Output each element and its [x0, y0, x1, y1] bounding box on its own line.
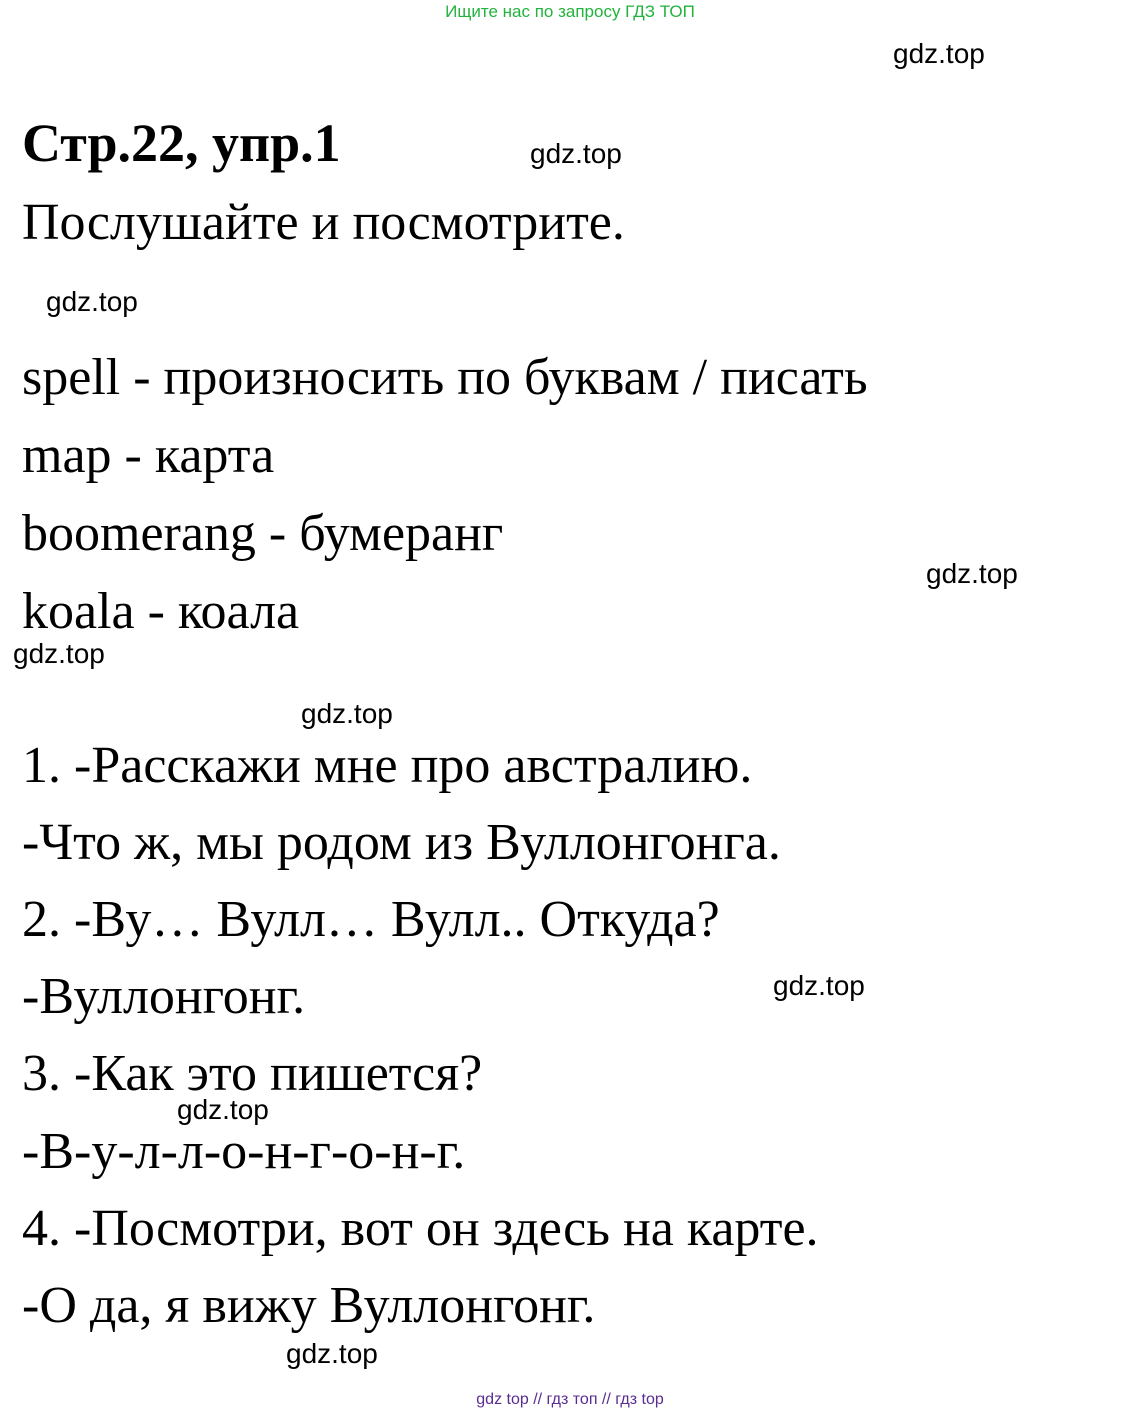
dialogue-line: 4. -Посмотри, вот он здесь на карте.	[22, 1200, 819, 1257]
watermark: gdz.top	[926, 558, 1018, 589]
search-hint-link[interactable]: Ищите нас по запросу ГДЗ ТОП	[445, 2, 695, 21]
page-title: Стр.22, упр.1	[22, 113, 341, 173]
watermark: gdz.top	[46, 286, 138, 317]
dialogue-line: 1. -Расскажи мне про австралию.	[22, 737, 753, 794]
dialogue-line: 3. -Как это пишется?	[22, 1045, 483, 1102]
dialogue-line: -Что ж, мы родом из Вуллонгонга.	[22, 814, 781, 871]
vocabulary-item: map - карта	[22, 427, 275, 484]
footer-links[interactable]: gdz top // гдз топ // гдз top	[476, 1391, 664, 1408]
watermark: gdz.top	[301, 698, 393, 729]
watermark: gdz.top	[773, 970, 865, 1001]
dialogue-line: -Вуллонгонг.	[22, 968, 306, 1025]
dialogue-line: -О да, я вижу Вуллонгонг.	[22, 1277, 596, 1334]
watermark: gdz.top	[893, 38, 985, 69]
watermark: gdz.top	[530, 138, 622, 169]
vocabulary-item: koala - коала	[22, 583, 300, 640]
vocabulary-item: spell - произносить по буквам / писать	[22, 349, 868, 406]
vocabulary-item: boomerang - бумеранг	[22, 505, 504, 562]
watermark: gdz.top	[13, 638, 105, 669]
dialogue-line: 2. -Ву… Вулл… Вулл.. Откуда?	[22, 891, 720, 948]
watermark: gdz.top	[286, 1338, 378, 1369]
watermark: gdz.top	[177, 1094, 269, 1125]
instruction-text: Послушайте и посмотрите.	[22, 194, 625, 251]
dialogue-line: -В-у-л-л-о-н-г-о-н-г.	[22, 1123, 466, 1180]
